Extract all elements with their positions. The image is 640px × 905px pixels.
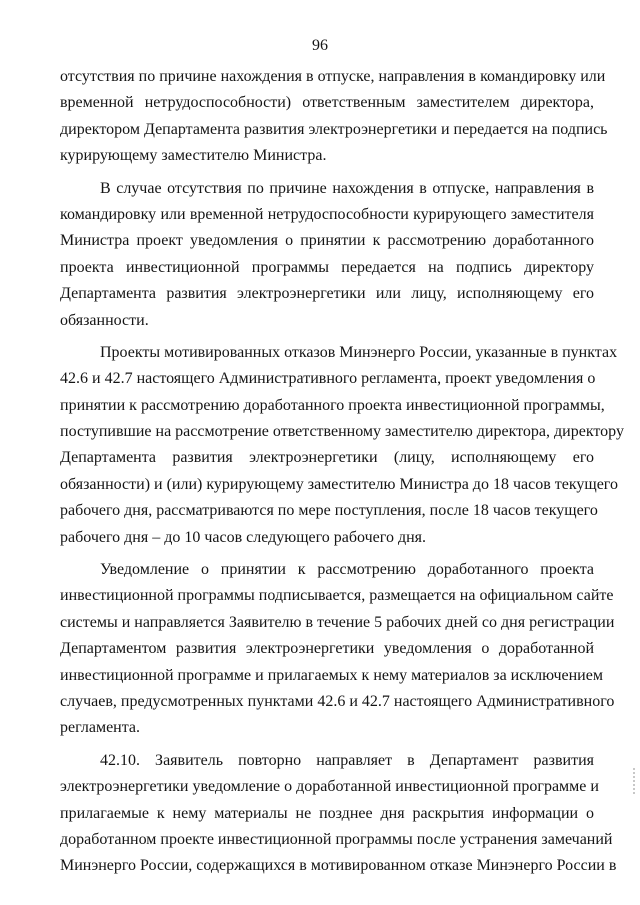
paragraph-line: регламента. [60,719,141,737]
paragraph-line: рабочего дня – до 10 часов следующего рабочего дня. [60,528,427,546]
paragraph-line: обязанности. [60,311,149,329]
paragraph-line: принятии к рассмотрению доработанного проекта инвестиционной программы, [60,396,605,414]
paragraph-clause-42-10 [60,748,617,880]
paragraph-line: доработанном проекте инвестиционной программы после устранения замечаний [60,830,613,848]
paragraph-line: директором Департамента развития электроэнергетики и передается на подпись [60,120,608,138]
paragraph-line: электроэнергетики уведомление о доработанной инвестиционной программе и [60,778,599,796]
paragraph-line: инвестиционной программе и прилагаемых к нему материалов за исключением [60,666,603,684]
paragraph-line: курирующему заместителю Министра. [60,147,327,165]
scan-edge-mark [633,768,635,796]
paragraph-line: поступившие на рассмотрение ответственному заместителю директора, директору [60,423,624,441]
paragraph-line: Министра проект уведомления о принятии к рассмотрению доработанного [60,232,594,250]
paragraph-line: прилагаемые к нему материалы не позднее дня раскрытия информации о [60,804,594,822]
paragraph-continuation [60,64,608,170]
paragraph-line: случаев, предусмотренных пунктами 42.6 и 42.7 настоящего Административного [60,692,615,710]
paragraph-absence-case [60,176,594,334]
paragraph-refusal-drafts [60,340,624,551]
paragraph-line: Департамента развития электроэнергетики или лицу, исполняющему его [60,285,594,303]
paragraph-line: Департаментом развития электроэнергетики уведомления о доработанной [60,640,594,658]
paragraph-line: временной нетрудоспособности) ответственным заместителем директора, [60,94,594,112]
paragraph-line: 42.6 и 42.7 настоящего Административного регламента, проект уведомления о [60,370,596,388]
paragraph-line: Уведомление о принятии к рассмотрению доработанного проекта [100,561,594,579]
paragraph-line: Минэнерго России, содержащихся в мотивированном отказе Минэнерго России в [60,857,617,875]
paragraph-line: Департамента развития электроэнергетики (лицу, исполняющему его [60,449,594,467]
paragraph-line: отсутствия по причине нахождения в отпуске, направления в командировку или [60,68,606,85]
paragraph-line: системы и направляется Заявителю в течение 5 рабочих дней со дня регистрации [60,613,615,631]
page-number: 96 [312,37,328,54]
paragraph-line: 42.10. Заявитель повторно направляет в Департамент развития [100,751,594,769]
paragraph-line: проекта инвестиционной программы передается на подпись директору [60,258,594,276]
paragraph-notification [60,557,615,742]
paragraph-line: В случае отсутствия по причине нахождения в отпуске, направления в [100,179,594,197]
paragraph-line: Проекты мотивированных отказов Минэнерго России, указанные в пунктах [100,343,618,361]
paragraph-line: обязанности) и (или) курирующему заместителю Министра до 18 часов текущего [60,475,618,493]
document-body [60,64,624,880]
paragraph-line: командировку или временной нетрудоспособности курирующего заместителя [60,205,594,223]
paragraph-line: инвестиционной программы подписывается, размещается на официальном сайте [60,587,614,605]
paragraph-line: рабочего дня, рассматриваются по мере поступления, после 18 часов текущего [60,502,598,520]
